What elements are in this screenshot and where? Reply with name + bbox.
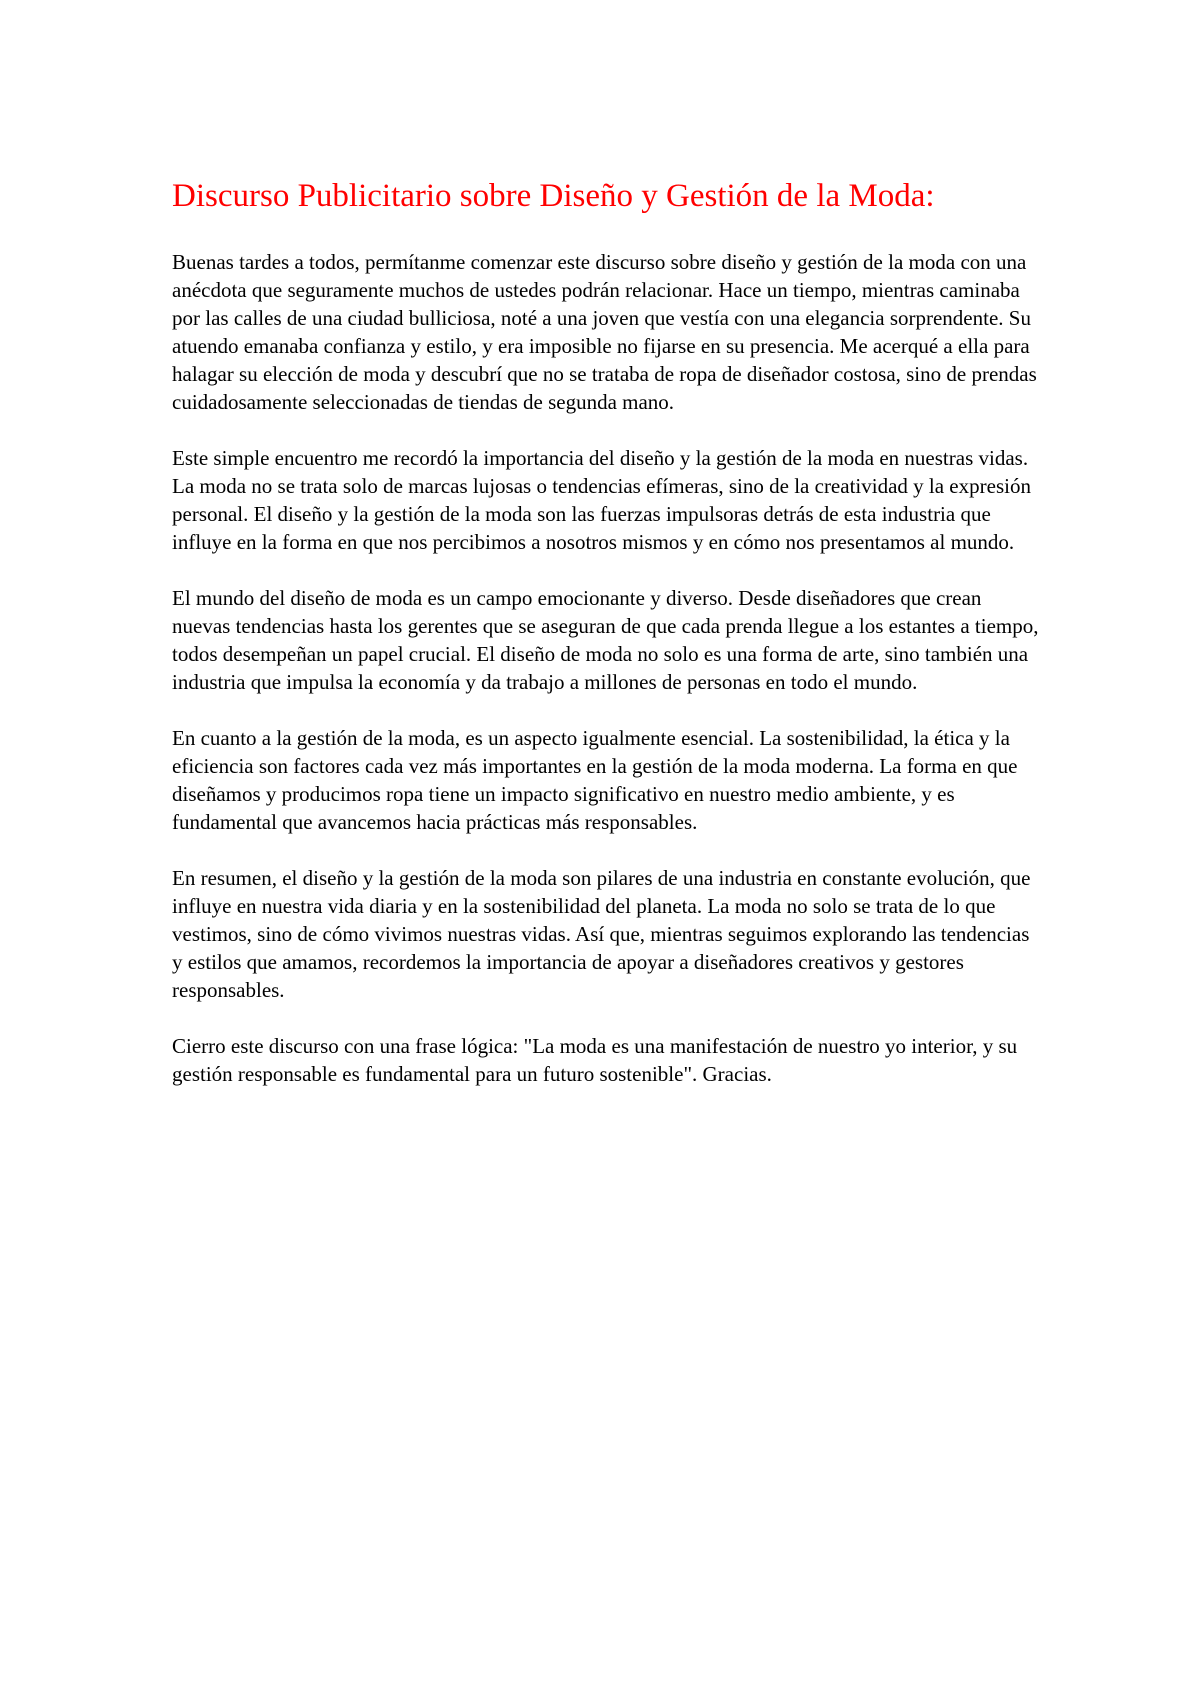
- paragraph-4: En cuanto a la gestión de la moda, es un aspecto igualmente esencial. La sostenibilidad, la ética y la eficiencia son factores cada vez más importantes en la gestión de la moda moderna. La forma en que diseñamos y producimos ropa tiene un impacto significativo en nuestro medio ambiente, y es fundamental que avancemos hacia prácticas más responsables.: [172, 726, 1018, 834]
- paragraph-1: Buenas tardes a todos, permítanme comenzar este discurso sobre diseño y gestión de la moda con una anécdota que seguramente muchos de ustedes podrán relacionar. Hace un tiempo, mientras caminaba por las calles de una ciudad bulliciosa, noté a una joven que vestía con una elegancia sorprendente. Su atuendo emanaba confianza y estilo, y era imposible no fijarse en su presencia. Me acerqué a ella para halagar su elección de moda y descubrí que no se trataba de ropa de diseñador costosa, sino de prendas cuidadosamente seleccionadas de tiendas de segunda mano.: [172, 250, 1037, 414]
- paragraph-2: Este simple encuentro me recordó la importancia del diseño y la gestión de la moda en nuestras vidas. La moda no se trata solo de marcas lujosas o tendencias efímeras, sino de la creatividad y la expresión personal. El diseño y la gestión de la moda son las fuerzas impulsoras detrás de esta industria que influye en la forma en que nos percibimos a nosotros mismos y en cómo nos presentamos al mundo.: [172, 446, 1031, 554]
- document-title: Discurso Publicitario sobre Diseño y Gestión de la Moda:: [172, 178, 935, 214]
- paragraph-3: El mundo del diseño de moda es un campo emocionante y diverso. Desde diseñadores que crean nuevas tendencias hasta los gerentes que se aseguran de que cada prenda llegue a los estantes a tiempo, todos desempeñan un papel crucial. El diseño de moda no solo es una forma de arte, sino también una industria que impulsa la economía y da trabajo a millones de personas en todo el mundo.: [172, 586, 1039, 694]
- paragraph-5: En resumen, el diseño y la gestión de la moda son pilares de una industria en constante evolución, que influye en nuestra vida diaria y en la sostenibilidad del planeta. La moda no solo se trata de lo que vestimos, sino de cómo vivimos nuestras vidas. Así que, mientras seguimos explorando las tendencias y estilos que amamos, recordemos la importancia de apoyar a diseñadores creativos y gestores responsables.: [172, 866, 1031, 1002]
- paragraph-6: Cierro este discurso con una frase lógica: "La moda es una manifestación de nuestro yo interior, y su gestión responsable es fundamental para un futuro sostenible". Gracias.: [172, 1034, 1018, 1086]
- document-body: [172, 174, 1042, 1116]
